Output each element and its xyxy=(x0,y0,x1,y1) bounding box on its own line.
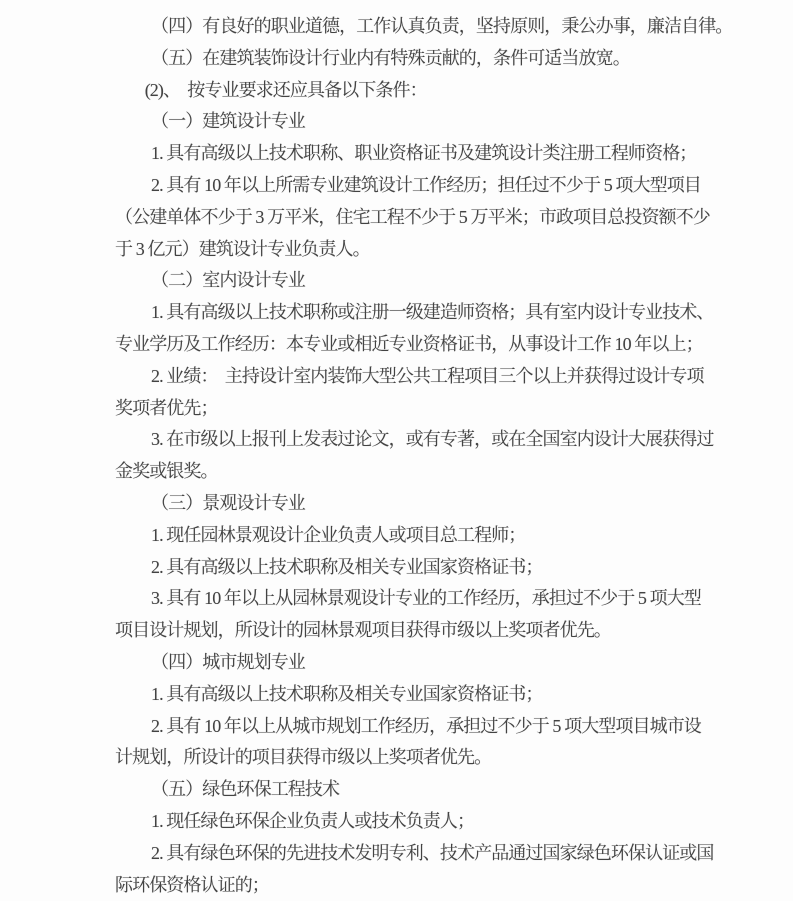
clause-line: 计规划，所设计的项目获得市级以上奖项者优先。 xyxy=(115,747,492,768)
section-heading-line: （一）建筑设计专业 xyxy=(151,111,305,132)
clause-line: 3. 具有 10 年以上从园林景观设计专业的工作经历，承担过不少于 5 项大型 xyxy=(151,588,701,609)
clause-line: 2. 具有 10 年以上所需专业建筑设计工作经历；担任过不少于 5 项大型项目 xyxy=(151,174,701,195)
clause-line: 1. 具有高级以上技术职称及相关专业国家资格证书； xyxy=(151,683,543,704)
clause-line: 1. 现任绿色环保企业负责人或技术负责人； xyxy=(151,810,475,831)
clause-line: 2. 业绩： 主持设计室内装饰大型公共工程项目三个以上并获得过设计专项 xyxy=(151,365,704,386)
clause-line: （四）有良好的职业道德，工作认真负责，坚持原则，秉公办事，廉洁自律。 xyxy=(151,16,733,36)
clause-line: 际环保资格认证的； xyxy=(115,874,269,895)
clause-line: 于 3 亿元）建筑设计专业负责人。 xyxy=(115,238,370,259)
section-heading-line: （二）室内设计专业 xyxy=(151,270,305,291)
clause-line: 3. 在市级以上报刊上发表过论文，或有专著，或在全国室内设计大展获得过 xyxy=(151,429,714,450)
clause-line: 专业学历及工作经历：本专业或相近专业资格证书，从事设计工作 10 年以上； xyxy=(115,333,703,354)
clause-line: 奖项者优先； xyxy=(115,397,218,418)
clause-line: 2. 具有 10 年以上从城市规划工作经历，承担过不少于 5 项大型项目城市设 xyxy=(151,715,701,736)
clause-line: 1. 具有高级以上技术职称或注册一级建造师资格；具有室内设计专业技术、 xyxy=(151,302,714,323)
section-heading-line: （四）城市规划专业 xyxy=(151,651,305,672)
list-intro-line: (2)、 按专业要求还应具备以下条件： xyxy=(144,79,427,100)
clause-line: 1. 现任园林景观设计企业负责人或项目总工程师； xyxy=(151,524,526,545)
document-text-block xyxy=(115,11,733,901)
clause-line: 项目设计规划，所设计的园林景观项目获得市级以上奖项者优先。 xyxy=(115,620,611,641)
clause-line: （五）在建筑装饰设计行业内有特殊贡献的，条件可适当放宽。 xyxy=(151,47,630,68)
clause-line: 金奖或银奖。 xyxy=(115,461,218,482)
clause-line: （公建单体不少于 3 万平米，住宅工程不少于 5 万平米；市政项目总投资额不少 xyxy=(115,206,710,227)
clause-line: 1. 具有高级以上技术职称、职业资格证书及建筑设计类注册工程师资格； xyxy=(151,143,697,164)
clause-line: 2. 具有绿色环保的先进技术发明专利、技术产品通过国家绿色环保认证或国 xyxy=(151,842,714,863)
section-heading-line: （五）绿色环保工程技术 xyxy=(151,779,340,800)
clause-line: 2. 具有高级以上技术职称及相关专业国家资格证书； xyxy=(151,556,543,577)
section-heading-line: （三）景观设计专业 xyxy=(151,492,305,513)
